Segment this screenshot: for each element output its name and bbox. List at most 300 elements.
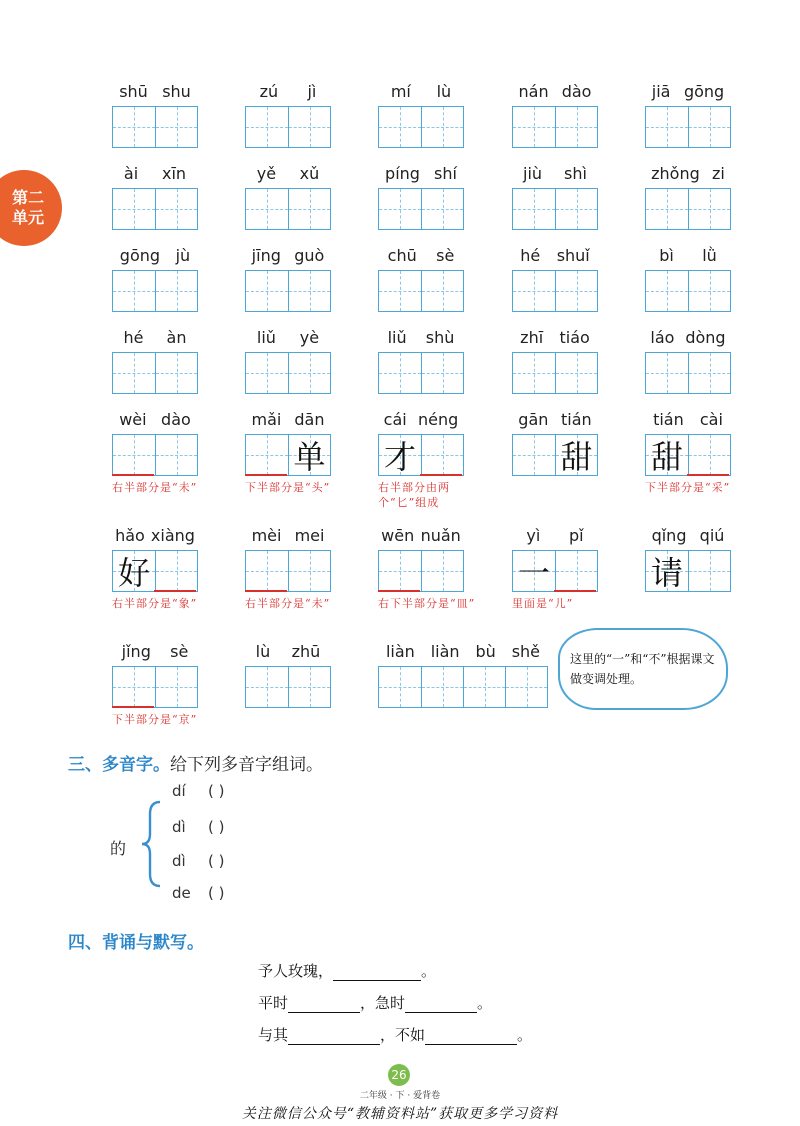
pinyin-syllable: liàn <box>430 642 460 661</box>
pinyin-syllable: mei <box>294 526 325 545</box>
pinyin-syllable: zhī <box>520 328 544 347</box>
writing-box[interactable] <box>246 353 288 393</box>
recite-line1-b: 。 <box>421 962 437 980</box>
stroke-hint: 下半部分是“头” <box>245 481 331 494</box>
writing-box[interactable] <box>155 551 197 591</box>
writing-box[interactable] <box>379 435 421 475</box>
model-character: 好 <box>117 554 150 592</box>
pinyin-syllable: nuǎn <box>420 526 461 545</box>
pinyin-syllable: bì <box>659 246 674 265</box>
writing-box[interactable] <box>421 667 463 707</box>
word-cell <box>645 526 731 626</box>
model-character <box>689 353 730 393</box>
pinyin-syllable: chū <box>387 246 417 265</box>
pinyin-syllable: shù <box>425 328 455 347</box>
writing-box[interactable] <box>463 667 505 707</box>
model-character <box>689 107 730 147</box>
tianzige-grid <box>378 550 464 592</box>
writing-box[interactable] <box>421 107 463 147</box>
page-number: 26 <box>388 1064 410 1086</box>
model-character <box>289 271 330 311</box>
pinyin-row <box>245 328 331 348</box>
writing-box[interactable] <box>288 107 330 147</box>
pinyin-syllable: jǐng <box>121 642 151 661</box>
polyphone-row <box>172 818 274 836</box>
tianzige-grid <box>378 352 464 394</box>
writing-box[interactable] <box>155 189 197 229</box>
model-character <box>289 107 330 147</box>
stroke-hint: 右下半部分是“皿” <box>378 597 476 610</box>
recite-line3-c: 。 <box>517 1026 533 1044</box>
writing-box[interactable] <box>113 667 155 707</box>
word-cell <box>112 410 198 510</box>
tianzige-grid <box>645 352 731 394</box>
writing-box[interactable] <box>379 107 421 147</box>
recite-line-1 <box>258 960 436 981</box>
blank-field[interactable] <box>405 996 477 1013</box>
reading-pinyin: dì <box>172 818 186 836</box>
model-character <box>646 189 688 229</box>
pinyin-syllable: cài <box>699 410 723 429</box>
model-character <box>246 551 288 591</box>
model-character <box>156 271 197 311</box>
model-character <box>646 271 688 311</box>
pinyin-row <box>378 410 464 430</box>
pinyin-syllable: ài <box>123 164 139 183</box>
pinyin-syllable: shí <box>434 164 457 183</box>
stroke-hint: 右半部分是“未” <box>112 481 198 494</box>
writing-box[interactable] <box>288 551 330 591</box>
model-character <box>113 435 155 475</box>
writing-box[interactable] <box>505 667 547 707</box>
writing-box[interactable] <box>155 271 197 311</box>
pinyin-row <box>112 164 198 184</box>
pinyin-syllable: pǐ <box>569 526 584 545</box>
pinyin-syllable: tián <box>653 410 684 429</box>
pinyin-syllable: néng <box>418 410 459 429</box>
pinyin-syllable: mí <box>390 82 411 101</box>
tone-note-text: 这里的“一”和“不”根据课文做变调处理。 <box>570 652 715 686</box>
reading-pinyin: de <box>172 884 191 902</box>
writing-box[interactable] <box>288 189 330 229</box>
model-character <box>246 435 288 475</box>
footer-notice: 关注微信公众号“教辅资料站”获取更多学习资料 <box>241 1106 559 1122</box>
stroke-hint: 右半部分是“未” <box>245 597 331 610</box>
word-cell <box>245 410 331 510</box>
writing-box[interactable] <box>246 107 288 147</box>
pinyin-syllable: shū <box>119 82 148 101</box>
pinyin-syllable: lù <box>436 82 452 101</box>
writing-box[interactable] <box>646 435 688 475</box>
writing-box[interactable] <box>513 271 555 311</box>
writing-box[interactable] <box>555 271 597 311</box>
pinyin-syllable: shuǐ <box>556 246 590 265</box>
pinyin-syllable: dào <box>161 410 191 429</box>
pinyin-row <box>512 410 598 430</box>
stroke-hint: 里面是“儿” <box>512 597 574 610</box>
tianzige-grid <box>245 434 331 476</box>
pinyin-row <box>645 410 731 430</box>
writing-box[interactable] <box>688 189 730 229</box>
tianzige-grid <box>112 106 198 148</box>
tianzige-grid <box>512 550 598 592</box>
pinyin-row <box>112 82 198 102</box>
model-character <box>113 271 155 311</box>
footer-grade: 二年级 · 下 · 爱背卷 <box>359 1091 441 1101</box>
model-character <box>689 189 730 229</box>
model-character <box>246 667 288 707</box>
writing-box[interactable] <box>646 353 688 393</box>
writing-box[interactable] <box>555 435 597 475</box>
section3-head: 三、多音字。 <box>68 755 170 775</box>
pinyin-syllable: gōng <box>119 246 161 265</box>
tianzige-grid <box>645 434 731 476</box>
model-character <box>246 353 288 393</box>
tianzige-grid <box>645 188 731 230</box>
pinyin-syllable: hǎo <box>115 526 145 545</box>
writing-box[interactable] <box>688 435 730 475</box>
writing-box[interactable] <box>421 353 463 393</box>
tianzige-grid <box>245 550 331 592</box>
pinyin-row <box>245 164 331 184</box>
model-character <box>464 667 505 707</box>
pinyin-syllable: wèi <box>119 410 147 429</box>
pinyin-syllable: àn <box>166 328 187 347</box>
model-character <box>513 189 555 229</box>
model-character <box>422 271 463 311</box>
pinyin-syllable: yì <box>526 526 541 545</box>
model-character <box>506 667 547 707</box>
tianzige-grid <box>112 352 198 394</box>
model-character <box>113 189 155 229</box>
model-character <box>422 353 463 393</box>
writing-box[interactable] <box>246 189 288 229</box>
model-character <box>513 271 555 311</box>
word-cell <box>245 642 331 742</box>
section3-instruction: 给下列多音字组词。 <box>170 755 323 775</box>
writing-box[interactable] <box>421 189 463 229</box>
polyphone-row <box>172 852 274 870</box>
writing-box[interactable] <box>246 667 288 707</box>
model-character <box>289 353 330 393</box>
section3-title <box>68 750 323 775</box>
writing-box[interactable] <box>379 189 421 229</box>
writing-box[interactable] <box>421 271 463 311</box>
tianzige-grid <box>245 352 331 394</box>
pinyin-syllable: xīn <box>162 164 187 183</box>
pinyin-syllable: liǔ <box>256 328 276 347</box>
pinyin-syllable: hé <box>123 328 144 347</box>
model-character <box>379 189 421 229</box>
writing-box[interactable] <box>379 271 421 311</box>
pinyin-syllable: lǜ <box>702 246 717 265</box>
model-character <box>156 551 197 591</box>
recite-line1-a: 予人玫瑰， <box>258 962 334 980</box>
tianzige-grid <box>112 550 198 592</box>
stroke-hint: 右半部分由两个“匕”组成 <box>378 481 450 509</box>
writing-box[interactable] <box>513 435 555 475</box>
pinyin-syllable: zi <box>712 164 725 183</box>
writing-box[interactable] <box>113 435 155 475</box>
blank-field[interactable] <box>288 996 360 1013</box>
pinyin-syllable: shu <box>162 82 191 101</box>
writing-box[interactable] <box>155 667 197 707</box>
pinyin-syllable: dòng <box>685 328 726 347</box>
tianzige-grid <box>112 434 198 476</box>
pinyin-row <box>245 526 331 546</box>
writing-box[interactable] <box>555 107 597 147</box>
model-character <box>379 551 421 591</box>
pinyin-row <box>645 82 731 102</box>
model-character <box>156 435 197 475</box>
writing-box[interactable] <box>288 353 330 393</box>
pinyin-syllable: sè <box>436 246 455 265</box>
model-character <box>422 107 463 147</box>
recite-line-3 <box>258 1024 532 1045</box>
writing-box[interactable] <box>513 107 555 147</box>
model-character <box>379 107 421 147</box>
writing-box[interactable] <box>555 551 597 591</box>
blank-field[interactable] <box>288 1028 380 1045</box>
model-character <box>646 353 688 393</box>
tianzige-grid <box>245 106 331 148</box>
unit-badge-line1: 第二 <box>11 188 44 207</box>
pinyin-syllable: jì <box>307 82 317 101</box>
pinyin-row <box>378 328 464 348</box>
pinyin-row <box>512 246 598 266</box>
pinyin-row <box>378 82 464 102</box>
writing-box[interactable] <box>513 551 555 591</box>
model-character <box>246 107 288 147</box>
pinyin-syllable: gōng <box>683 82 725 101</box>
writing-box[interactable] <box>555 353 597 393</box>
model-character: 单 <box>293 438 326 476</box>
writing-box[interactable] <box>646 189 688 229</box>
reading-pinyin: dì <box>172 852 186 870</box>
writing-box[interactable] <box>646 271 688 311</box>
pinyin-row <box>112 410 198 430</box>
pinyin-syllable: zhǒng <box>651 164 700 183</box>
model-character <box>156 107 197 147</box>
model-character: 才 <box>383 438 416 476</box>
pinyin-row <box>245 82 331 102</box>
tianzige-grid <box>378 434 464 476</box>
writing-box[interactable] <box>555 189 597 229</box>
pinyin-row <box>512 164 598 184</box>
model-character <box>689 435 730 475</box>
pinyin-syllable: cái <box>383 410 407 429</box>
pinyin-syllable: mǎi <box>251 410 282 429</box>
word-cell <box>512 410 598 510</box>
pinyin-syllable: zhū <box>291 642 321 661</box>
pinyin-syllable: shě <box>511 642 541 661</box>
writing-box[interactable] <box>246 435 288 475</box>
word-cell <box>112 526 198 626</box>
recite-line2-b: ，急时 <box>360 994 406 1012</box>
pinyin-syllable: yè <box>299 328 320 347</box>
pinyin-syllable: guò <box>294 246 325 265</box>
pinyin-row <box>512 526 598 546</box>
writing-box[interactable] <box>688 107 730 147</box>
writing-box[interactable] <box>421 551 463 591</box>
writing-box[interactable] <box>513 353 555 393</box>
model-character: 甜 <box>560 438 593 476</box>
pinyin-syllable: bù <box>475 642 496 661</box>
pinyin-syllable: píng <box>385 164 420 183</box>
answer-paren[interactable]: ( ) <box>208 884 225 902</box>
tianzige-grid <box>378 106 464 148</box>
writing-box[interactable] <box>113 107 155 147</box>
model-character <box>113 667 155 707</box>
writing-box[interactable] <box>246 551 288 591</box>
model-character <box>513 353 555 393</box>
pinyin-row <box>512 328 598 348</box>
pinyin-syllable: jiā <box>651 82 671 101</box>
word-cell <box>645 410 731 510</box>
tianzige-grid <box>245 188 331 230</box>
answer-paren[interactable]: ( ) <box>208 782 225 800</box>
writing-box[interactable] <box>688 551 730 591</box>
pinyin-syllable: nán <box>518 82 549 101</box>
reading-pinyin: dí <box>172 782 186 800</box>
pinyin-row <box>112 328 198 348</box>
writing-box[interactable] <box>113 271 155 311</box>
word-cell <box>245 526 331 626</box>
model-character <box>246 271 288 311</box>
writing-box[interactable] <box>113 353 155 393</box>
writing-box[interactable] <box>288 435 330 475</box>
pinyin-row <box>378 642 548 662</box>
tianzige-grid <box>645 550 731 592</box>
model-character <box>379 353 421 393</box>
stroke-hint: 右半部分是“象” <box>112 597 198 610</box>
writing-box[interactable] <box>688 271 730 311</box>
tianzige-grid <box>512 352 598 394</box>
word-cell <box>378 642 548 742</box>
pinyin-row <box>645 246 731 266</box>
tianzige-grid <box>645 106 731 148</box>
tianzige-grid <box>112 270 198 312</box>
pinyin-row <box>645 526 731 546</box>
unit-badge <box>0 170 62 246</box>
model-character <box>289 189 330 229</box>
pinyin-syllable: tiáo <box>559 328 590 347</box>
pinyin-row <box>378 526 464 546</box>
pinyin-syllable: yě <box>256 164 277 183</box>
writing-box[interactable] <box>688 353 730 393</box>
section4-title: 四、背诵与默写。 <box>68 933 204 953</box>
model-character <box>289 667 330 707</box>
writing-box[interactable] <box>421 435 463 475</box>
pinyin-syllable: mèi <box>251 526 282 545</box>
tianzige-grid <box>645 270 731 312</box>
model-character <box>646 107 688 147</box>
pinyin-syllable: hé <box>520 246 541 265</box>
pinyin-syllable: qiú <box>699 526 725 545</box>
writing-box[interactable] <box>113 551 155 591</box>
writing-box[interactable] <box>379 551 421 591</box>
pinyin-syllable: liàn <box>385 642 415 661</box>
pinyin-row <box>112 246 198 266</box>
writing-box[interactable] <box>155 353 197 393</box>
model-character <box>513 435 555 475</box>
left-brace-icon <box>140 800 162 888</box>
model-character <box>379 271 421 311</box>
writing-box[interactable] <box>379 353 421 393</box>
writing-box[interactable] <box>379 667 421 707</box>
model-character <box>513 107 555 147</box>
pinyin-syllable: dān <box>294 410 325 429</box>
pinyin-syllable: dào <box>561 82 592 101</box>
writing-box[interactable] <box>113 189 155 229</box>
writing-box[interactable] <box>646 107 688 147</box>
answer-paren[interactable]: ( ) <box>208 852 225 870</box>
model-character <box>156 667 197 707</box>
model-character <box>556 189 597 229</box>
stroke-hint: 下半部分是“京” <box>112 713 198 726</box>
model-character <box>246 189 288 229</box>
pinyin-syllable: xiàng <box>150 526 195 545</box>
writing-box[interactable] <box>288 271 330 311</box>
model-character <box>556 551 597 591</box>
model-character <box>289 551 330 591</box>
tianzige-grid <box>378 270 464 312</box>
model-character <box>422 189 463 229</box>
stroke-hint: 下半部分是“采” <box>645 481 731 494</box>
pinyin-syllable: xǔ <box>299 164 320 183</box>
recite-line3-b: ，不如 <box>380 1026 426 1044</box>
model-character: 一 <box>517 554 550 592</box>
tianzige-grid <box>512 434 598 476</box>
pinyin-row <box>245 642 331 662</box>
writing-box[interactable] <box>155 435 197 475</box>
pinyin-row <box>645 328 731 348</box>
model-character <box>422 551 463 591</box>
pinyin-row <box>245 410 331 430</box>
tianzige-grid <box>112 188 198 230</box>
writing-box[interactable] <box>288 667 330 707</box>
word-cell <box>378 526 476 626</box>
writing-box[interactable] <box>513 189 555 229</box>
pinyin-row <box>512 82 598 102</box>
model-character <box>422 667 463 707</box>
word-cell <box>112 642 198 742</box>
pinyin-row <box>645 164 731 184</box>
writing-box[interactable] <box>646 551 688 591</box>
model-character <box>422 435 463 475</box>
pinyin-row <box>245 246 331 266</box>
pinyin-syllable: tián <box>561 410 592 429</box>
pinyin-syllable: jīng <box>251 246 281 265</box>
model-character <box>556 107 597 147</box>
tianzige-grid <box>378 666 548 708</box>
answer-paren[interactable]: ( ) <box>208 818 225 836</box>
pinyin-syllable: wēn <box>381 526 415 545</box>
writing-box[interactable] <box>155 107 197 147</box>
model-character <box>156 353 197 393</box>
pinyin-row <box>112 642 198 662</box>
pinyin-syllable: sè <box>170 642 189 661</box>
pinyin-row <box>112 526 198 546</box>
recite-line2-a: 平时 <box>258 994 289 1012</box>
model-character <box>156 189 197 229</box>
model-character <box>379 667 421 707</box>
model-character <box>689 551 730 591</box>
blank-field[interactable] <box>425 1028 517 1045</box>
writing-box[interactable] <box>246 271 288 311</box>
pinyin-row <box>378 164 464 184</box>
blank-field[interactable] <box>333 964 421 981</box>
